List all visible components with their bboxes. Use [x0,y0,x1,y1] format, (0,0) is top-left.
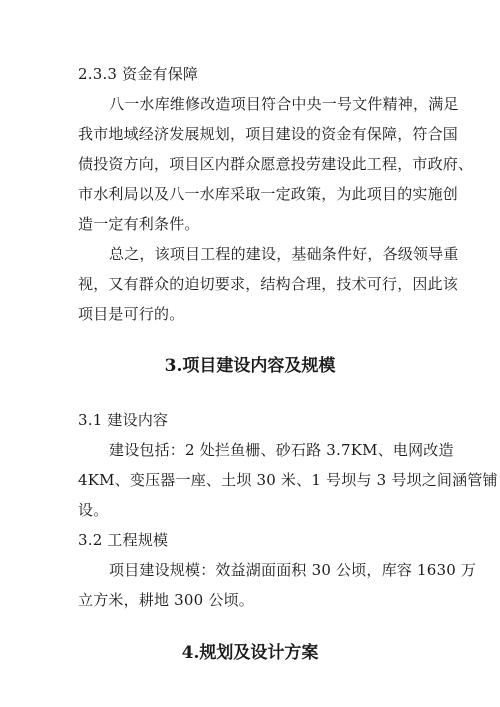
paragraph-line: 项目建设规模：效益湖面面积 30 公顷，库容 1630 万 [109,561,477,579]
chapter-title-4: 4.规划及设计方案 [181,643,319,663]
chapter-title-3: 3.项目建设内容及规模 [164,356,336,376]
paragraph-line: 造一定有利条件。 [78,215,200,233]
paragraph-line: 设。 [78,501,109,519]
paragraph-line: 八一水库维修改造项目符合中央一号文件精神，满足 [109,95,459,113]
paragraph-line: 总之，该项目工程的建设，基础条件好，各级领导重 [109,245,459,263]
paragraph-line: 债投资方向，项目区内群众愿意投劳建设此工程，市政府、 [78,155,474,173]
paragraph-line: 项目是可行的。 [78,305,185,323]
paragraph-line: 4KM、变压器一座、土坝 30 米、1 号坝与 3 号坝之间涵管铺 [78,471,498,489]
section-heading-2-3-3: 2.3.3 资金有保障 [78,65,199,83]
paragraph-line: 我市地域经济发展规划，项目建设的资金有保障，符合国 [78,125,459,143]
section-heading-3-1: 3.1 建设内容 [78,411,169,429]
section-heading-3-2: 3.2 工程规模 [78,531,169,549]
paragraph-line: 市水利局以及八一水库采取一定政策，为此项目的实施创 [78,185,459,203]
paragraph-line: 建设包括：2 处拦鱼栅、砂石路 3.7KM、电网改造 [109,441,454,459]
paragraph-line: 立方米，耕地 300 公顷。 [78,591,254,609]
paragraph-line: 视，又有群众的迫切要求，结构合理，技术可行，因此该 [78,275,459,293]
